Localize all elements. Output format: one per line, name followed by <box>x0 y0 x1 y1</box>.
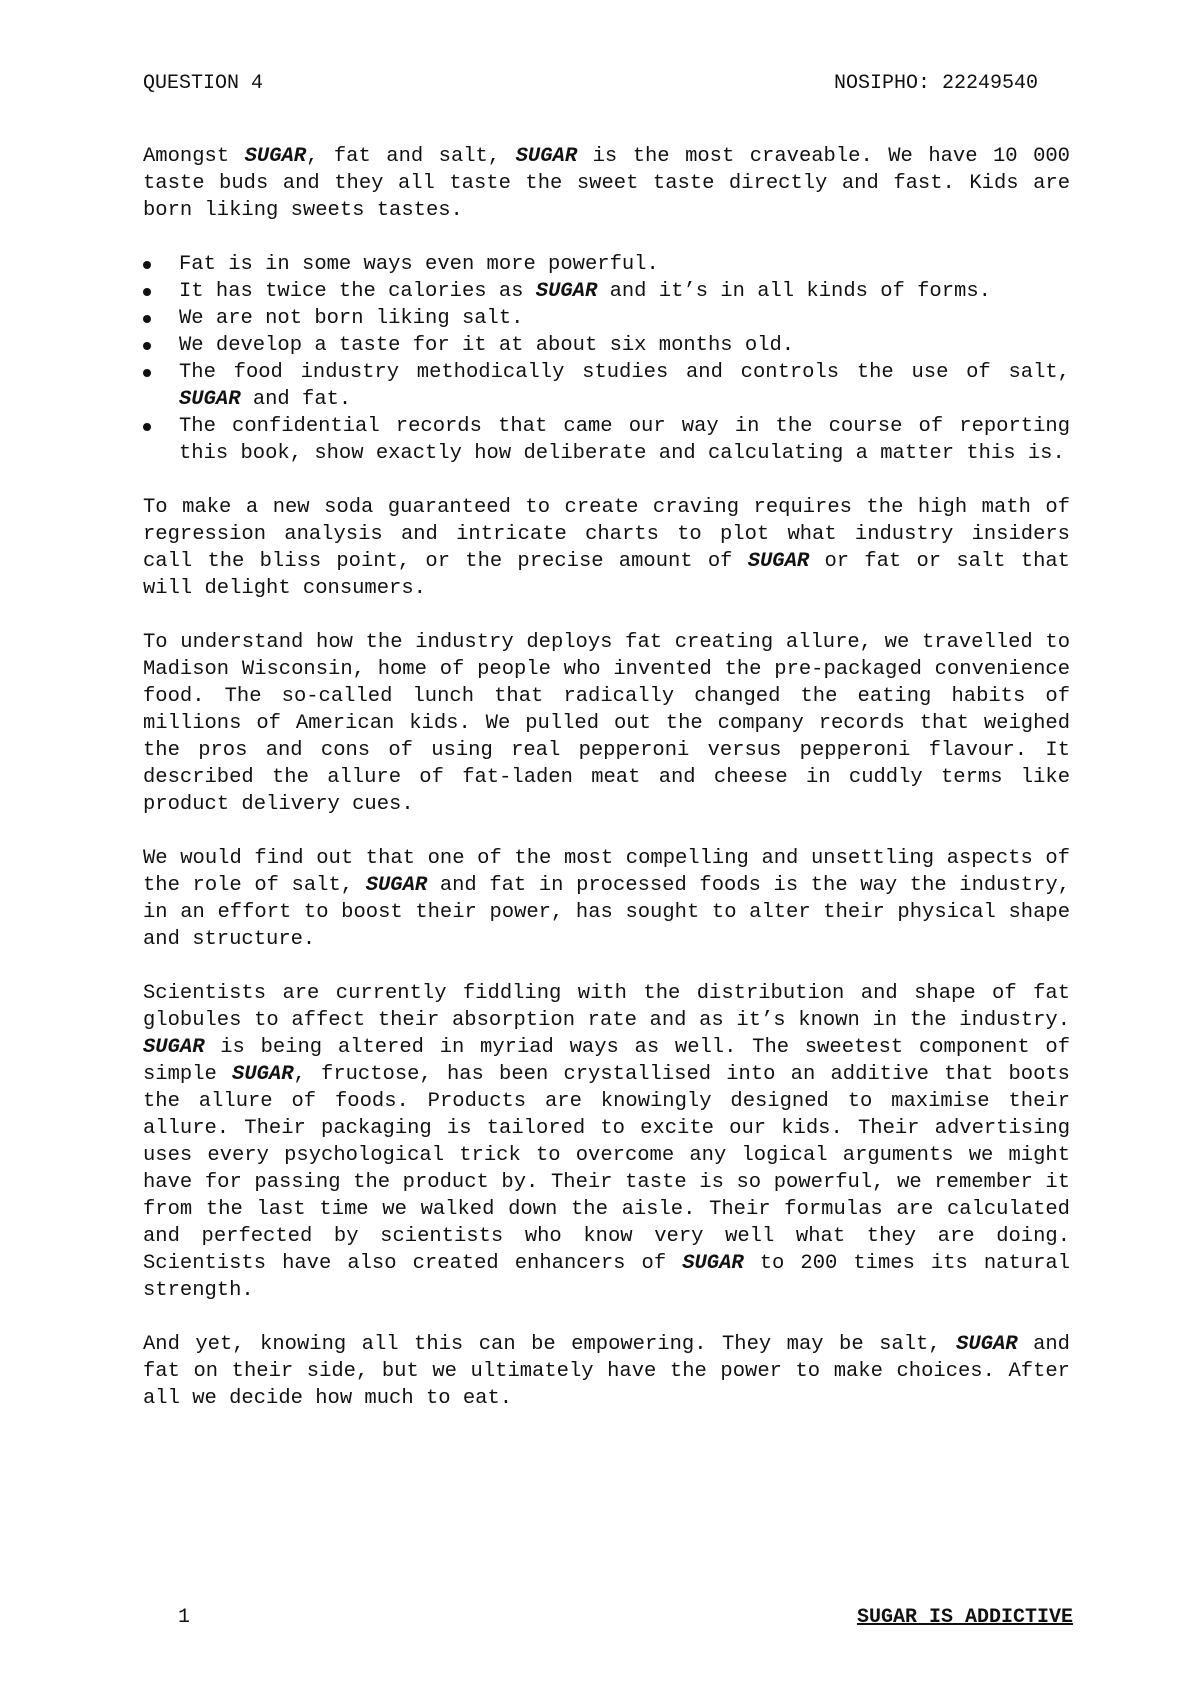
text-run: Amongst <box>143 145 245 168</box>
text-run: , fructose, has been crystallised into an additive that boots the allure of foods. Products are knowingly designed to maximise their allure. Their packaging is tailored to excite our kids. Their advertising uses every psychological trick to overcome any logical arguments we might have for passing the product by. Their taste is so powerful, we remember it from the last time we walked down the aisle. Their formulas are calculated and perfected by scientists who know very well what they are doing. Scientists have also created enhancers of <box>143 1063 1070 1275</box>
bullet-item <box>143 278 1070 305</box>
running-title: SUGAR IS ADDICTIVE <box>856 1606 1073 1629</box>
text-run: Fat is in some ways even more powerful. <box>179 253 659 276</box>
keyword-sugar: SUGAR <box>143 1036 205 1059</box>
header-student-id: NOSIPHO: 22249540 <box>833 72 1038 95</box>
keyword-sugar: SUGAR <box>682 1252 744 1275</box>
keyword-sugar: SUGAR <box>747 550 810 573</box>
paragraph-conclusion <box>143 1331 1070 1412</box>
text-run: The confidential records that came our way in the course of reporting this book, show exactly how deliberate and calculating a matter this is. <box>179 415 1070 465</box>
bullet-dot-icon <box>143 288 151 296</box>
keyword-sugar: SUGAR <box>244 145 307 168</box>
keyword-sugar: SUGAR <box>232 1063 294 1086</box>
keyword-sugar: SUGAR <box>535 280 598 303</box>
bullet-dot-icon <box>143 342 151 350</box>
text-run: and fat in processed foods is the way the industry, in an effort to boost their power, has sought to alter their physical shape and structure. <box>143 874 1070 951</box>
bullet-item <box>143 359 1070 413</box>
text-run: We develop a taste for it at about six months old. <box>179 334 795 357</box>
text-run: To make a new soda guaranteed to create craving requires the high math of regression analysis and intricate charts to plot what industry insiders call the bliss point, or the precise amount of <box>143 496 1070 573</box>
paragraph-scientists <box>143 980 1070 1304</box>
text-run: We would find out that one of the most compelling and unsettling aspects of the role of salt, <box>143 847 1070 897</box>
paragraph-soda <box>143 494 1070 602</box>
bullet-dot-icon <box>143 369 151 377</box>
text-run: or fat or salt that will delight consumers. <box>143 550 1070 600</box>
bullet-item <box>143 413 1070 467</box>
text-run: to 200 times its natural strength. <box>143 1252 1070 1302</box>
text-run: is the most craveable. We have 10 000 taste buds and they all taste the sweet taste directly and fast. Kids are born liking sweets tastes. <box>143 145 1070 222</box>
text-run: It has twice the calories as <box>179 280 536 303</box>
bullet-dot-icon <box>143 423 151 431</box>
text-run: and it’s in all kinds of forms. <box>597 280 991 303</box>
text-run: and fat. <box>240 388 352 411</box>
paragraph-intro <box>143 143 1070 224</box>
document-body <box>143 143 1070 1439</box>
bullet-item <box>143 251 1070 278</box>
bullet-dot-icon <box>143 315 151 323</box>
bullet-item <box>143 305 1070 332</box>
page-number: 1 <box>178 1606 191 1629</box>
bullet-dot-icon <box>143 261 151 269</box>
paragraph-structure <box>143 845 1070 953</box>
text-run: The food industry methodically studies and controls the use of salt, <box>179 361 1070 384</box>
text-run: , fat and salt, <box>306 145 516 168</box>
keyword-sugar: SUGAR <box>179 388 241 411</box>
text-run: and fat on their side, but we ultimately have the power to make choices. After all we decide how much to eat. <box>143 1333 1070 1410</box>
keyword-sugar: SUGAR <box>956 1333 1018 1356</box>
paragraph-madison: To understand how the industry deploys fat creating allure, we travelled to Madison Wisconsin, home of people who invented the pre-packaged convenience food. The so-called lunch that radically changed the eating habits of millions of American kids. We pulled out the company records that weighed the pros and cons of using real pepperoni versus pepperoni flavour. It described the allure of fat-laden meat and cheese in cuddly terms like product delivery cues. <box>143 631 1070 816</box>
text-run: is being altered in myriad ways as well. The sweetest component of simple <box>143 1036 1070 1086</box>
keyword-sugar: SUGAR <box>515 145 578 168</box>
bullet-list <box>143 251 1070 467</box>
text-run: Scientists are currently fiddling with the distribution and shape of fat globules to affect their absorption rate and as it’s known in the industry. <box>143 982 1070 1032</box>
text-run: And yet, knowing all this can be empowering. They may be salt, <box>143 1333 957 1356</box>
header-question-label: QUESTION 4 <box>143 72 264 95</box>
bullet-item <box>143 332 1070 359</box>
text-run: We are not born liking salt. <box>179 307 524 330</box>
keyword-sugar: SUGAR <box>365 874 428 897</box>
